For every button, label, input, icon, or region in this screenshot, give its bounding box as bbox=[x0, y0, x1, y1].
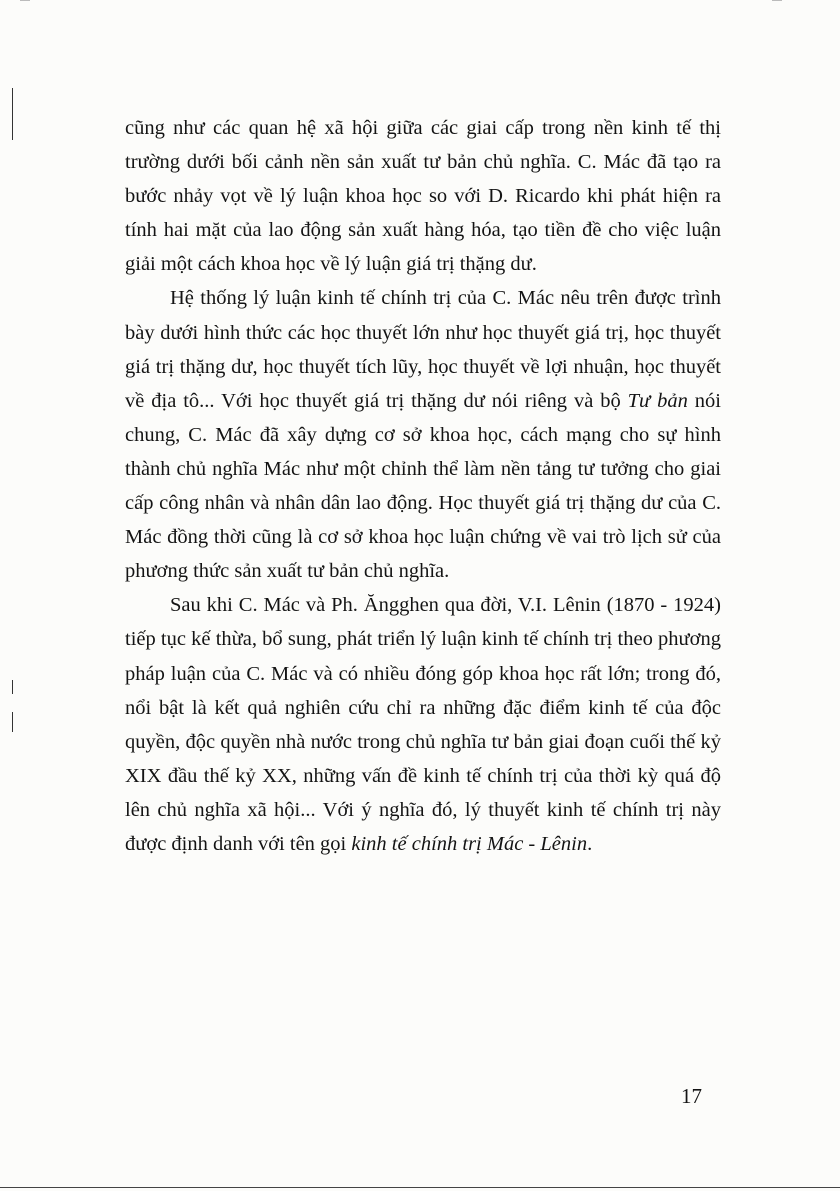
body-text bbox=[125, 111, 721, 861]
scan-margin-mark bbox=[12, 712, 13, 732]
scan-bottom-edge bbox=[0, 1187, 840, 1188]
term-italic: kinh tế chính trị Mác - Lênin bbox=[351, 832, 588, 855]
scan-margin-mark bbox=[12, 88, 13, 140]
scan-edge-mark bbox=[772, 0, 782, 1]
book-title-italic: Tư bản bbox=[627, 389, 688, 412]
scan-edge-mark bbox=[20, 0, 30, 1]
paragraph-1: cũng như các quan hệ xã hội giữa các giai cấp trong nền kinh tế thị trường dưới bối cảnh nền sản xuất tư bản chủ nghĩa. C. Mác đã tạo ra bước nhảy vọt về lý luận khoa học so với D. Ricardo khi phát hiện ra tính hai mặt của lao động sản xuất hàng hóa, tạo tiền đề cho việc luận giải một cách khoa học về lý luận giá trị thặng dư. bbox=[125, 117, 721, 276]
paragraph-2: Hệ thống lý luận kinh tế chính trị của C. Mác nêu trên được trình bày dưới hình thức các học thuyết lớn như học thuyết giá trị, học thuyết giá trị thặng dư, học thuyết tích lũy, học thuyết về lợi nhuận, học thuyết về địa tô... Với học thuyết giá trị thặng dư nói riêng và bộ Tư bản nói chung, C. Mác đã xây dựng cơ sở khoa học, cách mạng cho sự hình thành chủ nghĩa Mác như một chỉnh thể làm nền tảng tư tưởng cho giai cấp công nhân và nhân dân lao động. Học thuyết giá trị thặng dư của C. Mác đồng thời cũng là cơ sở khoa học luận chứng về vai trò lịch sử của phương thức sản xuất tư bản chủ nghĩa. bbox=[125, 287, 721, 583]
paragraph-3: Sau khi C. Mác và Ph. Ăngghen qua đời, V.I. Lênin (1870 - 1924) tiếp tục kế thừa, bổ sung, phát triển lý luận kinh tế chính trị theo phương pháp luận của C. Mác và có nhiều đóng góp khoa học rất lớn; trong đó, nổi bật là kết quả nghiên cứu chỉ ra những đặc điểm kinh tế của độc quyền, độc quyền nhà nước trong chủ nghĩa tư bản giai đoạn cuối thế kỷ XIX đầu thế kỷ XX, những vấn đề kinh tế chính trị của thời kỳ quá độ lên chủ nghĩa xã hội... Với ý nghĩa đó, lý thuyết kinh tế chính trị này được định danh với tên gọi kinh tế chính trị Mác - Lênin. bbox=[125, 594, 721, 855]
page-number: 17 bbox=[681, 1084, 702, 1108]
scan-margin-mark bbox=[12, 680, 13, 694]
